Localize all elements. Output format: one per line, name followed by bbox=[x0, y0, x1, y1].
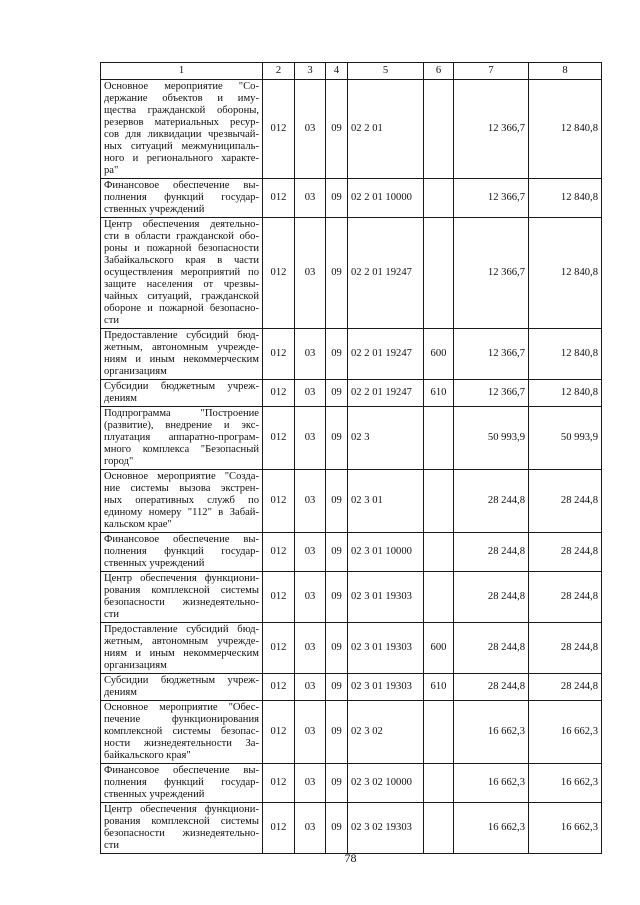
header-cell-3: 3 bbox=[295, 63, 326, 80]
column-6-cell: 610 bbox=[424, 674, 454, 701]
description-line: организациям bbox=[104, 366, 167, 377]
column-2-cell: 012 bbox=[263, 533, 295, 572]
column-4-cell: 09 bbox=[326, 803, 348, 854]
description-line: Предоставление субсидий бюд- bbox=[104, 624, 259, 635]
description-line: рования комплексной системы bbox=[104, 585, 259, 596]
description-line: сти в области гражданской обо- bbox=[104, 231, 259, 242]
column-2-cell: 012 bbox=[263, 803, 295, 854]
column-8-cell: 16 662,3 bbox=[529, 701, 602, 764]
column-2-cell: 012 bbox=[263, 380, 295, 407]
column-5-cell: 02 2 01 bbox=[348, 80, 424, 179]
description-line: ниям и иным некоммерческим bbox=[104, 648, 259, 659]
column-7-cell: 12 366,7 bbox=[454, 80, 529, 179]
column-8-cell: 28 244,8 bbox=[529, 623, 602, 674]
description-line: роны и пожарной безопасности bbox=[104, 243, 259, 254]
column-6-cell bbox=[424, 407, 454, 470]
column-5-cell: 02 2 01 19247 bbox=[348, 329, 424, 380]
column-3-cell: 03 bbox=[295, 533, 326, 572]
description-line: плуатация аппаратно-програм- bbox=[104, 432, 259, 443]
column-5-cell: 02 3 01 19303 bbox=[348, 572, 424, 623]
table-row bbox=[101, 329, 602, 380]
description-line: жетным, автономным учрежде- bbox=[104, 342, 259, 353]
description-line: рования комплексной системы bbox=[104, 816, 259, 827]
column-7-cell: 12 366,7 bbox=[454, 179, 529, 218]
description-line: полнения функций государ- bbox=[104, 546, 259, 557]
description-line: Финансовое обеспечение вы- bbox=[104, 534, 259, 545]
column-8-cell: 12 840,8 bbox=[529, 218, 602, 329]
table-row bbox=[101, 623, 602, 674]
column-5-cell: 02 2 01 19247 bbox=[348, 380, 424, 407]
column-8-cell: 28 244,8 bbox=[529, 533, 602, 572]
row-description bbox=[101, 80, 263, 179]
column-2-cell: 012 bbox=[263, 179, 295, 218]
column-5-cell: 02 3 02 bbox=[348, 701, 424, 764]
column-5-cell: 02 2 01 19247 bbox=[348, 218, 424, 329]
description-line: сти bbox=[104, 315, 120, 326]
description-line: печение функционирования bbox=[104, 714, 259, 725]
description-line: байкальского края" bbox=[104, 750, 191, 761]
row-description bbox=[101, 803, 263, 854]
row-description bbox=[101, 218, 263, 329]
column-3-cell: 03 bbox=[295, 764, 326, 803]
description-line: держание объектов и иму- bbox=[104, 93, 259, 104]
column-3-cell: 03 bbox=[295, 623, 326, 674]
table-row bbox=[101, 407, 602, 470]
table-row bbox=[101, 674, 602, 701]
row-description bbox=[101, 407, 263, 470]
column-7-cell: 28 244,8 bbox=[454, 533, 529, 572]
description-line: безопасности жизнедеятельно- bbox=[104, 828, 259, 839]
column-5-cell: 02 2 01 10000 bbox=[348, 179, 424, 218]
table-header-row bbox=[101, 63, 602, 80]
column-4-cell: 09 bbox=[326, 80, 348, 179]
column-2-cell: 012 bbox=[263, 470, 295, 533]
description-line: ных оперативных служб по bbox=[104, 495, 259, 506]
column-8-cell: 16 662,3 bbox=[529, 764, 602, 803]
description-line: Субсидии бюджетным учреж- bbox=[104, 675, 259, 686]
column-4-cell: 09 bbox=[326, 218, 348, 329]
description-line: Основное мероприятие "Обес- bbox=[104, 702, 259, 713]
column-3-cell: 03 bbox=[295, 218, 326, 329]
column-8-cell: 28 244,8 bbox=[529, 470, 602, 533]
column-4-cell: 09 bbox=[326, 407, 348, 470]
table-row bbox=[101, 80, 602, 179]
column-6-cell bbox=[424, 470, 454, 533]
column-6-cell bbox=[424, 218, 454, 329]
description-line: ра" bbox=[104, 165, 119, 176]
table-row bbox=[101, 179, 602, 218]
column-4-cell: 09 bbox=[326, 572, 348, 623]
description-line: ние системы вызова экстрен- bbox=[104, 483, 259, 494]
column-6-cell: 600 bbox=[424, 623, 454, 674]
row-description bbox=[101, 380, 263, 407]
description-line: Забайкальского края в части bbox=[104, 255, 259, 266]
description-line: безопасности жизнедеятельно- bbox=[104, 597, 259, 608]
column-7-cell: 16 662,3 bbox=[454, 803, 529, 854]
description-line: Центр обеспечения функциони- bbox=[104, 573, 259, 584]
column-7-cell: 28 244,8 bbox=[454, 674, 529, 701]
description-line: город" bbox=[104, 456, 134, 467]
description-line: ного и регионального характе- bbox=[104, 153, 259, 164]
description-line: Центр обеспечения деятельно- bbox=[104, 219, 259, 230]
column-8-cell: 50 993,9 bbox=[529, 407, 602, 470]
column-5-cell: 02 3 01 19303 bbox=[348, 623, 424, 674]
header-cell-5: 5 bbox=[348, 63, 424, 80]
table-row bbox=[101, 701, 602, 764]
row-description bbox=[101, 623, 263, 674]
column-3-cell: 03 bbox=[295, 470, 326, 533]
table-body bbox=[101, 80, 602, 854]
description-line: Финансовое обеспечение вы- bbox=[104, 180, 259, 191]
column-4-cell: 09 bbox=[326, 470, 348, 533]
table-row bbox=[101, 218, 602, 329]
description-line: Центр обеспечения функциони- bbox=[104, 804, 259, 815]
column-3-cell: 03 bbox=[295, 179, 326, 218]
column-4-cell: 09 bbox=[326, 701, 348, 764]
description-line: чайных ситуаций, гражданской bbox=[104, 291, 259, 302]
description-line: Основное мероприятие "Со- bbox=[104, 81, 259, 92]
column-7-cell: 12 366,7 bbox=[454, 218, 529, 329]
description-line: осуществления мероприятий по bbox=[104, 267, 259, 278]
row-description bbox=[101, 701, 263, 764]
table-row bbox=[101, 803, 602, 854]
row-description bbox=[101, 533, 263, 572]
description-line: Субсидии бюджетным учреж- bbox=[104, 381, 259, 392]
column-6-cell bbox=[424, 179, 454, 218]
row-description bbox=[101, 572, 263, 623]
column-3-cell: 03 bbox=[295, 380, 326, 407]
column-3-cell: 03 bbox=[295, 803, 326, 854]
column-3-cell: 03 bbox=[295, 329, 326, 380]
page-number: 78 bbox=[344, 851, 357, 865]
column-5-cell: 02 3 02 19303 bbox=[348, 803, 424, 854]
column-6-cell bbox=[424, 803, 454, 854]
column-6-cell: 610 bbox=[424, 380, 454, 407]
column-7-cell: 28 244,8 bbox=[454, 623, 529, 674]
column-6-cell bbox=[424, 533, 454, 572]
column-5-cell: 02 3 bbox=[348, 407, 424, 470]
row-description bbox=[101, 674, 263, 701]
column-3-cell: 03 bbox=[295, 674, 326, 701]
description-line: щества гражданской обороны, bbox=[104, 105, 259, 116]
column-6-cell bbox=[424, 80, 454, 179]
column-7-cell: 28 244,8 bbox=[454, 572, 529, 623]
column-2-cell: 012 bbox=[263, 218, 295, 329]
column-3-cell: 03 bbox=[295, 407, 326, 470]
column-2-cell: 012 bbox=[263, 764, 295, 803]
description-line: полнения функций государ- bbox=[104, 192, 259, 203]
row-description bbox=[101, 179, 263, 218]
column-5-cell: 02 3 02 10000 bbox=[348, 764, 424, 803]
description-line: комплексной системы безопас- bbox=[104, 726, 259, 737]
table-row bbox=[101, 470, 602, 533]
column-6-cell bbox=[424, 572, 454, 623]
column-3-cell: 03 bbox=[295, 701, 326, 764]
header-cell-2: 2 bbox=[263, 63, 295, 80]
column-4-cell: 09 bbox=[326, 674, 348, 701]
description-line: Подпрограмма "Построение bbox=[104, 408, 259, 419]
description-line: защите населения от чрезвы- bbox=[104, 279, 259, 290]
column-4-cell: 09 bbox=[326, 764, 348, 803]
column-7-cell: 28 244,8 bbox=[454, 470, 529, 533]
column-4-cell: 09 bbox=[326, 179, 348, 218]
description-line: Финансовое обеспечение вы- bbox=[104, 765, 259, 776]
row-description bbox=[101, 470, 263, 533]
description-line: Основное мероприятие "Созда- bbox=[104, 471, 259, 482]
column-8-cell: 28 244,8 bbox=[529, 572, 602, 623]
column-2-cell: 012 bbox=[263, 407, 295, 470]
column-6-cell: 600 bbox=[424, 329, 454, 380]
description-line: жетным, автономным учрежде- bbox=[104, 636, 259, 647]
description-line: ственных учреждений bbox=[104, 789, 205, 800]
table-row bbox=[101, 764, 602, 803]
description-line: полнения функций государ- bbox=[104, 777, 259, 788]
column-3-cell: 03 bbox=[295, 572, 326, 623]
column-2-cell: 012 bbox=[263, 80, 295, 179]
column-2-cell: 012 bbox=[263, 623, 295, 674]
header-cell-8: 8 bbox=[529, 63, 602, 80]
description-line: резервов материальных ресур- bbox=[104, 117, 259, 128]
column-2-cell: 012 bbox=[263, 701, 295, 764]
column-8-cell: 16 662,3 bbox=[529, 803, 602, 854]
table-row bbox=[101, 533, 602, 572]
header-cell-1: 1 bbox=[101, 63, 263, 80]
header-cell-7: 7 bbox=[454, 63, 529, 80]
row-description bbox=[101, 329, 263, 380]
column-4-cell: 09 bbox=[326, 623, 348, 674]
column-4-cell: 09 bbox=[326, 329, 348, 380]
column-3-cell: 03 bbox=[295, 80, 326, 179]
column-2-cell: 012 bbox=[263, 572, 295, 623]
table-row bbox=[101, 572, 602, 623]
column-7-cell: 16 662,3 bbox=[454, 764, 529, 803]
column-5-cell: 02 3 01 19303 bbox=[348, 674, 424, 701]
column-8-cell: 12 840,8 bbox=[529, 380, 602, 407]
table-row bbox=[101, 380, 602, 407]
description-line: ственных учреждений bbox=[104, 558, 205, 569]
row-description bbox=[101, 764, 263, 803]
column-5-cell: 02 3 01 bbox=[348, 470, 424, 533]
header-cell-4: 4 bbox=[326, 63, 348, 80]
header-cell-6: 6 bbox=[424, 63, 454, 80]
description-line: много комплекса "Безопасный bbox=[104, 444, 259, 455]
description-line: обороне и пожарной безопасно- bbox=[104, 303, 259, 314]
description-line: ниям и иным некоммерческим bbox=[104, 354, 259, 365]
description-line: ственных учреждений bbox=[104, 204, 205, 215]
column-7-cell: 12 366,7 bbox=[454, 380, 529, 407]
description-line: сти bbox=[104, 840, 120, 851]
column-8-cell: 12 840,8 bbox=[529, 80, 602, 179]
description-line: дениям bbox=[104, 393, 138, 404]
column-4-cell: 09 bbox=[326, 533, 348, 572]
column-8-cell: 12 840,8 bbox=[529, 179, 602, 218]
column-7-cell: 12 366,7 bbox=[454, 329, 529, 380]
description-line: единому номеру "112" в Забай- bbox=[104, 507, 259, 518]
column-8-cell: 28 244,8 bbox=[529, 674, 602, 701]
column-7-cell: 16 662,3 bbox=[454, 701, 529, 764]
column-5-cell: 02 3 01 10000 bbox=[348, 533, 424, 572]
column-6-cell bbox=[424, 764, 454, 803]
description-line: ности жизнедеятельности За- bbox=[104, 738, 259, 749]
description-line: кальском крае" bbox=[104, 519, 172, 530]
description-line: Предоставление субсидий бюд- bbox=[104, 330, 259, 341]
description-line: организациям bbox=[104, 660, 167, 671]
description-line: дениям bbox=[104, 687, 138, 698]
description-line: сов для ликвидации чрезвычай- bbox=[104, 129, 259, 140]
column-4-cell: 09 bbox=[326, 380, 348, 407]
column-8-cell: 12 840,8 bbox=[529, 329, 602, 380]
column-2-cell: 012 bbox=[263, 329, 295, 380]
description-line: (развитие), внедрение и экс- bbox=[104, 420, 259, 431]
column-7-cell: 50 993,9 bbox=[454, 407, 529, 470]
column-2-cell: 012 bbox=[263, 674, 295, 701]
description-line: ных ситуаций межмуниципаль- bbox=[104, 141, 259, 152]
budget-table bbox=[100, 62, 602, 854]
column-6-cell bbox=[424, 701, 454, 764]
description-line: сти bbox=[104, 609, 120, 620]
